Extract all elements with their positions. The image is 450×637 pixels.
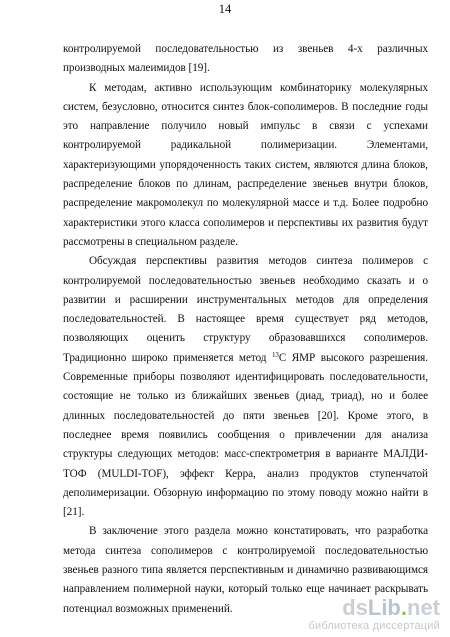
paragraph-text: контролируемой последовательностью из звеньев 4-х различных производных малеимидов [19]. xyxy=(63,43,428,75)
paragraph xyxy=(63,79,428,253)
watermark-logo xyxy=(308,596,440,620)
watermark-logo-net: net xyxy=(407,595,440,620)
paragraph-text: С ЯМР высокого разрешения. Современные приборы позволяют идентифицировать последовательности, состоящие не только из ближайших звеньев (диад, триад), но и более длинных последовательностей до пяти звеньев [20]. Кроме этого, в последнее время появились сообщения о привлечении для анализа структуры следующих методов: масс-спектрометрия в варианте МАЛДИ-ТОФ (MULDI-TOF), эффект Керра, анализ продуктов ступенчатой деполимеризации. Обзорную информацию по этому поводу можно найти в [21]. xyxy=(63,351,429,519)
paragraph-text: Обсуждая перспективы развития методов синтеза полимеров с контролируемой последовательностью звеньев необходимо сказать и о развитии и расширении инструментальных методов для определения последовательностей. В настоящее время существует ряд методов, позволяющих оценить структуру образовавшихся сополимеров. Традиционно широко применяется метод xyxy=(63,255,428,364)
paragraph-text: В заключение этого раздела можно констатировать, что разработка метода синтеза сополимеров с контролируемой последовательностью звеньев разного типа является перспективным и динамично развивающимся направлением полимерной науки, который только еще начинает раскрывать потенциал возможных применений. xyxy=(63,525,428,615)
paragraph xyxy=(63,40,428,79)
watermark-logo-dot: . xyxy=(400,595,407,620)
watermark-logo-lib: Lib xyxy=(367,595,401,620)
watermark xyxy=(308,596,440,633)
paragraph xyxy=(63,252,428,522)
watermark-logo-ds: ds xyxy=(342,595,368,620)
superscript: 13 xyxy=(271,350,279,359)
page-number: 14 xyxy=(218,2,232,16)
body-text xyxy=(63,40,428,619)
paragraph-text: К методам, активно использующим комбинаторику молекулярных систем, безусловно, относится синтез блок-сополимеров. В последние годы это направление получило новый импульс в связи с успехами контролируемой радикальной полимеризации. Элементами, характеризующими упорядоченность таких систем, являются длина блоков, распределение блоков по длинам, распределение звеньев внутри блоков, распределение макромолекул по молекулярной массе и т.д. Более подробно характеристики этого класса сополимеров и перспективы их развития будут рассмотрены в специальном разделе. xyxy=(63,81,428,248)
watermark-caption: библиотека диссертаций xyxy=(308,620,440,632)
